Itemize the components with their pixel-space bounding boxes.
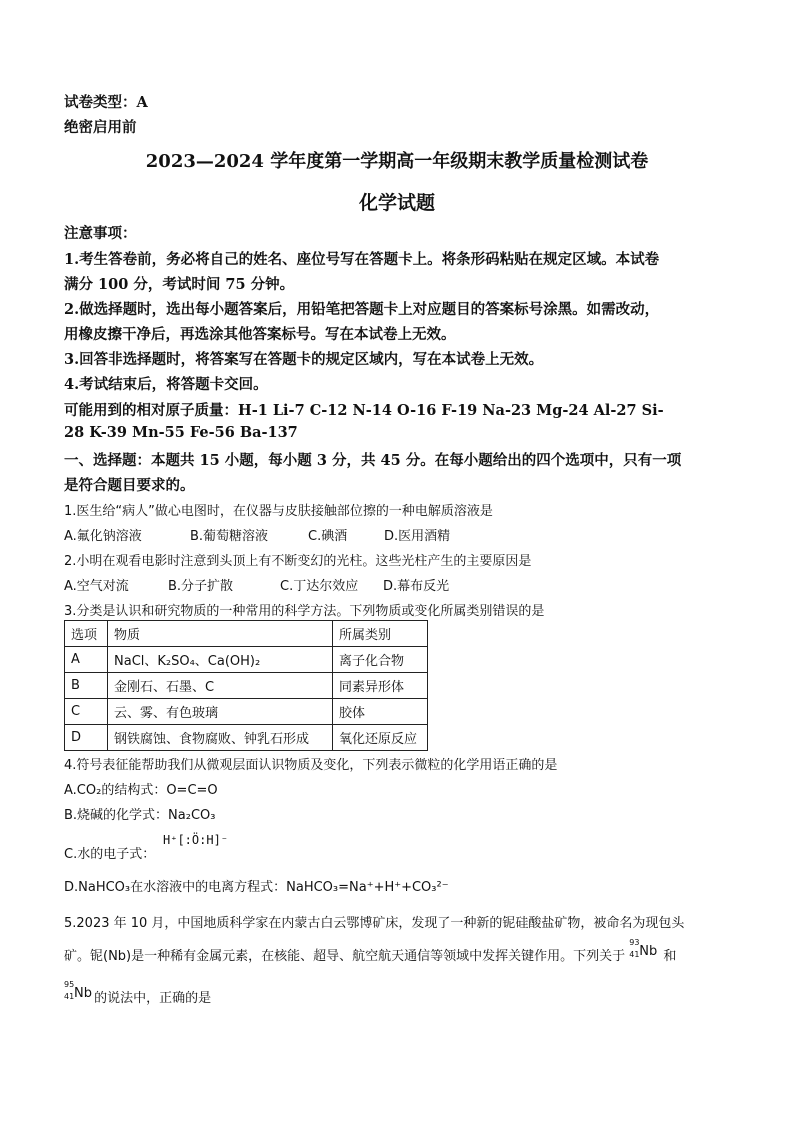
q4-option-b: B.烧碱的化学式：Na₂CO₃ <box>64 808 216 823</box>
table-cell: A <box>65 647 108 673</box>
q4-option-d: D.NaHCO₃在水溶液中的电离方程式：NaHCO₃=Na⁺+H⁺+CO₃²⁻ <box>64 880 449 895</box>
water-electron-formula: H⁺[:Ö:H]⁻ <box>163 833 229 847</box>
nuclide-atomic-number: 41 <box>629 950 640 959</box>
nuclide-mass: 95 <box>64 980 75 989</box>
exam-title: 2023—2024 学年度第一学期高一年级期末教学质量检测试卷 <box>145 151 649 172</box>
nuclide-symbol: Nb <box>74 986 92 1001</box>
table-header-category: 所属类别 <box>333 621 428 647</box>
note-1b: 满分 100 分，考试时间 75 分钟。 <box>64 276 295 293</box>
q2-option-c: C.丁达尔效应 <box>280 579 359 594</box>
table-cell: 金刚石、石墨、C <box>108 673 333 699</box>
nuclide-nb95 <box>64 980 92 1002</box>
note-3: 3.回答非选择题时，将答案写在答题卡的规定区域内，写在本试卷上无效。 <box>64 351 544 368</box>
q2-option-d: D.幕布反光 <box>383 579 450 594</box>
q1-option-a: A.氟化钠溶液 <box>64 529 142 544</box>
q5-stem-b-text: 矿。铌(Nb)是一种稀有金属元素，在核能、超导、航空航天通信等领域中发挥关键作用。下列关于 <box>64 949 626 964</box>
nuclide-atomic-number: 41 <box>64 992 75 1001</box>
note-2b: 用橡皮擦干净后，再选涂其他答案标号。写在本试卷上无效。 <box>64 326 456 343</box>
table-cell: 云、雾、有色玻璃 <box>108 699 333 725</box>
q5-stem-c <box>64 980 212 1006</box>
q1-option-b: B.葡萄糖溶液 <box>190 529 269 544</box>
q4-option-a: A.CO₂的结构式：O=C=O <box>64 783 218 798</box>
q2-stem: 2.小明在观看电影时注意到头顶上有不断变幻的光柱。这些光柱产生的主要原因是 <box>64 554 532 569</box>
q5-stem-c-text: 的说法中，正确的是 <box>94 991 212 1006</box>
q3-stem: 3.分类是认识和研究物质的一种常用的科学方法。下列物质或变化所属类别错误的是 <box>64 604 545 619</box>
note-1a: 1.考生答卷前，务必将自己的姓名、座位号写在答题卡上。将条形码粘贴在规定区域。本试卷 <box>64 251 660 268</box>
q1-stem: 1.医生给“病人”做心电图时，在仪器与皮肤接触部位擦的一种电解质溶液是 <box>64 504 493 519</box>
note-4: 4.考试结束后，将答题卡交回。 <box>64 376 268 393</box>
table-cell: B <box>65 673 108 699</box>
q1-options <box>64 525 450 544</box>
q2-option-a: A.空气对流 <box>64 579 129 594</box>
subject-title: 化学试题 <box>358 192 435 214</box>
table-cell: 离子化合物 <box>333 647 428 673</box>
note-2a: 2.做选择题时，选出每小题答案后，用铅笔把答题卡上对应题目的答案标号涂黑。如需改动， <box>64 301 660 318</box>
nuclide-mass: 93 <box>629 938 640 947</box>
q1-option-d: D.医用酒精 <box>384 529 451 544</box>
q4-stem: 4.符号表征能帮助我们从微观层面认识物质及变化，下列表示微粒的化学用语正确的是 <box>64 758 558 773</box>
table-cell: 同素异形体 <box>333 673 428 699</box>
table-cell: C <box>65 699 108 725</box>
atomic-masses-b: 28 K-39 Mn-55 Fe-56 Ba-137 <box>64 424 298 441</box>
table-cell: NaCl、K₂SO₄、Ca(OH)₂ <box>108 647 333 673</box>
table-header-row <box>65 621 428 647</box>
secret-label: 绝密启用前 <box>64 119 137 136</box>
table-header-substance: 物质 <box>108 621 333 647</box>
nuclide-symbol: Nb <box>639 944 658 959</box>
section1-instructions-a: 一、选择题：本题共 15 小题，每小题 3 分，共 45 分。在每小题给出的四个选项中，只有一项 <box>64 452 682 469</box>
atomic-masses-a: 可能用到的相对原子质量：H-1 Li-7 C-12 N-14 O-16 F-19 Na-23 Mg-24 Al-27 Si- <box>64 402 664 419</box>
table-row <box>65 647 428 673</box>
q5-stem-a: 5.2023 年 10 月，中国地质科学家在内蒙古白云鄂博矿床，发现了一种新的铌硅酸盐矿物，被命名为现包头 <box>64 916 685 931</box>
q1-option-c: C.碘酒 <box>308 529 348 544</box>
paper-type: 试卷类型：A <box>64 94 148 111</box>
section1-instructions-b: 是符合题目要求的。 <box>64 477 195 494</box>
q2-options <box>64 575 449 594</box>
table-row <box>65 699 428 725</box>
nuclide-nb93 <box>629 938 658 960</box>
q4-option-c: C.水的电子式： <box>64 847 156 862</box>
q2-option-b: B.分子扩散 <box>168 579 234 594</box>
table-cell: 钢铁腐蚀、食物腐败、钟乳石形成 <box>108 725 333 751</box>
table-row <box>65 725 428 751</box>
q5-and: 和 <box>663 949 677 964</box>
table-row <box>65 673 428 699</box>
notes-heading: 注意事项： <box>64 225 137 242</box>
table-cell: 胶体 <box>333 699 428 725</box>
table-cell: 氧化还原反应 <box>333 725 428 751</box>
table-header-option: 选项 <box>65 621 108 647</box>
table-cell: D <box>65 725 108 751</box>
q5-stem-b <box>64 938 677 964</box>
q3-table <box>64 620 428 751</box>
